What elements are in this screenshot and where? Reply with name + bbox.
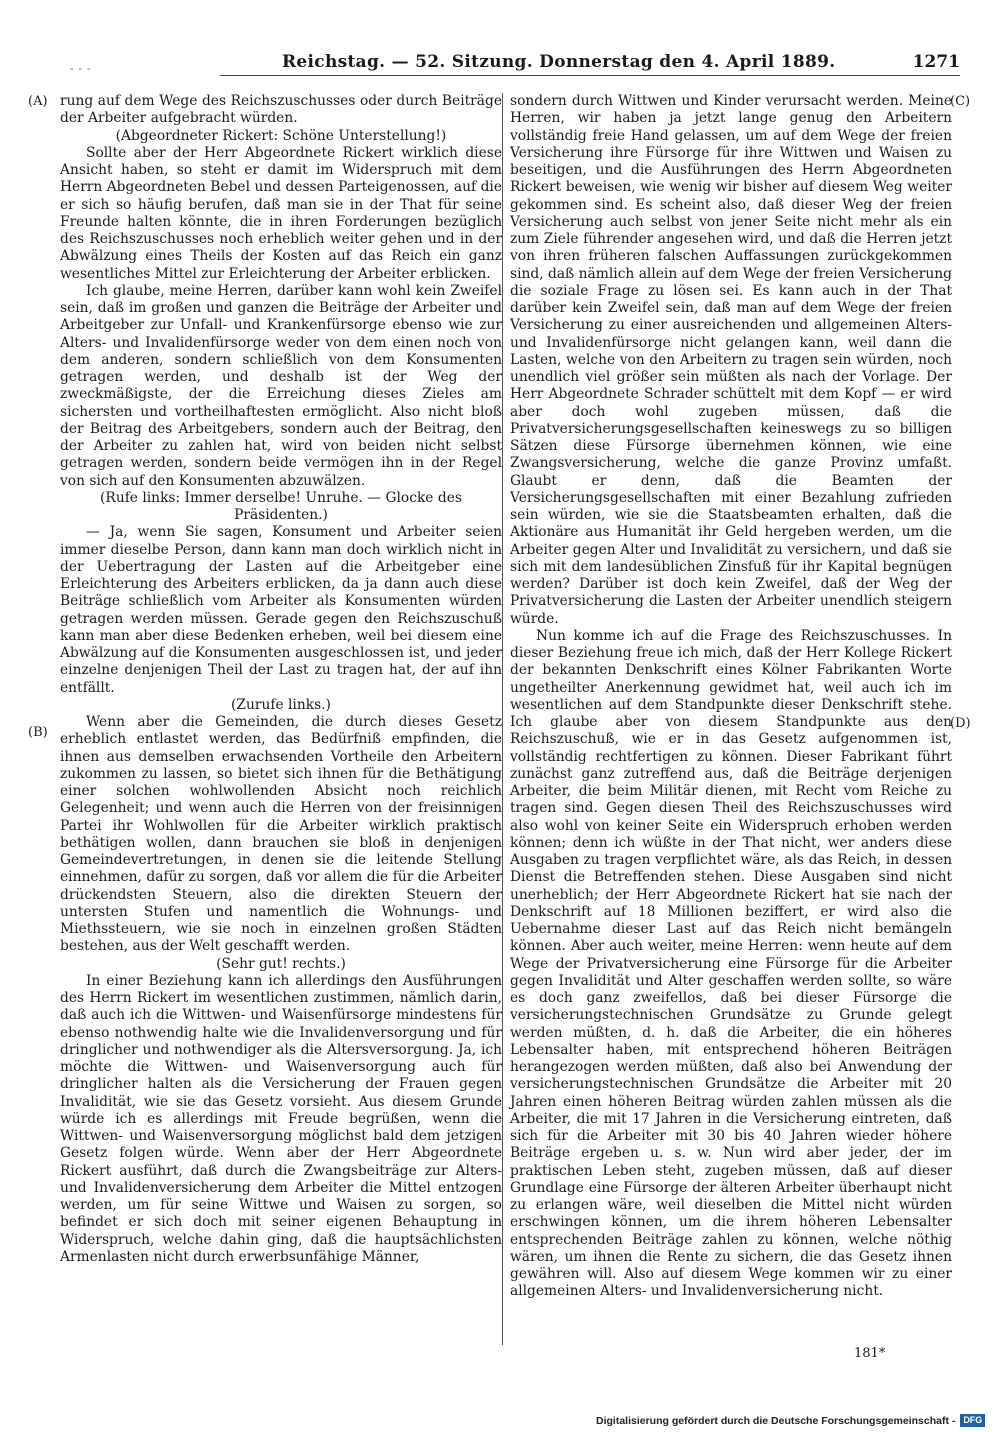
paragraph: sondern durch Wittwen und Kinder verursacht werden. Meine Herren, wir haben ja jetzt lange genug den Arbeitern vollständig freie Hand gelassen, um auf dem Wege der freien Versicherung ihre Fürsorge für ihre Wittwen und Waisen zu beseitigen, und die Ausführungen des Herrn Abgeordneten Rickert beweisen, wie wenig wir bisher auf diesem Weg weiter gekommen sind. Es scheint also, daß dieser Weg der freien Versicherung auch selbst von jener Seite nicht mehr als ein zum Ziele führender angesehen wird, und daß die Herren jetzt von ihren früheren falschen Auffassungen zurückgekommen sind, daß nämlich allein auf dem Wege der freien Versicherung die soziale Frage zu lösen sei. Es kann auch in der That darüber kein Zweifel sein, daß man auf dem Wege der freien Versicherung zu einer ausreichenden und allgemeinen Alters- und Invalidenfürsorge nicht gelangen kann, weil dann die Lasten, welche von den Arbeitern zu tragen sein würden, noch unendlich viel größer sein müßten als nach der Vorlage. Der Herr Abgeordnete Schrader schüttelt mit dem Kopf — er wird aber doch wohl zugeben müssen, daß die Privatversicherungsgesellschaften keineswegs zu so billigen Sätzen diese Fürsorge übernehmen können, wie eine Zwangsversicherung, welche die ganze Provinz umfaßt. Glaubt er denn, daß die Beamten der Versicherungsgesellschaften mit einer Bezahlung zufrieden sein würden, wie sie die Staatsbeamten erhalten, daß die Aktionäre aus Humanität ihr Geld hergeben werden, um die Arbeiter gegen Alter und Invalidität zu versichern, und daß sie sich mit dem landesüblichen Zinsfuß für ihr Kapital begnügen werden? Darüber ist doch kein Zweifel, daß der Weg der Privatversicherung die Lasten der Arbeiter unendlich steigern würde. [510,93,952,627]
dfg-logo: DFG [960,1414,985,1427]
interjection: (Abgeordneter Rickert: Schöne Unterstellung!) [115,127,447,144]
margin-marker-b: (B) [28,725,48,740]
paragraph: Wenn aber die Gemeinden, die durch dieses Gesetz erheblich entlastet werden, das Bedürfniß empfinden, die ihnen aus demselben erwachsenden Vortheile den Arbeitern zukommen zu lassen, so bietet sich ihnen für die Bethätigung einer solchen wohlwollenden Absicht noch reichlich Gelegenheit; und wenn auch die Herren von der freisinnigen Partei ihr Wohlwollen für die Arbeiter wirklich praktisch bethätigen wollen, dann brauchen sie bloß in denjenigen Gemeindevertretungen, in denen sie die leitende Stellung einnehmen, dafür zu sorgen, daß vor allem die für die Arbeiter drückendsten Steuern, also die direkten Steuern der untersten Stufen und namentlich die Wohnungs- und Miethssteuern, wie sie noch in einzelnen großen Städten bestehen, aus der Welt geschafft werden. [60,714,502,955]
right-column [510,93,952,1301]
paragraph: Nun komme ich auf die Frage des Reichszuschusses. In dieser Beziehung freue ich mich, daß der Herr Kollege Rickert der bekannten Denkschrift eines Kölner Fabrikanten Worte ungetheilter Anerkennung gewidmet hat, weil auch ich im wesentlichen auf dem Standpunkte dieser Denkschrift stehe. Ich glaube aber von diesem Standpunkte aus den Reichszuschuß, wie er in das Gesetz aufgenommen ist, vollständig rechtfertigen zu können. Dieser Fabrikant führt zunächst ganz zutreffend aus, daß die Beiträge derjenigen Arbeiter, die beim Militär dienen, mit Recht vom Reiche zu tragen sind. Gegen diesen Theil des Reichszuschusses wird also wohl von keiner Seite ein Widerspruch erhoben werden können; denn ich wüßte in der That nicht, wer anders diese Ausgaben zu tragen verpflichtet wäre, als das Reich, in dessen Dienst die Betreffenden stehen. Diese Ausgaben sind nicht unerheblich; der Herr Abgeordnete Rickert hat sie nach der Denkschrift auf 18 Millionen beziffert, er wird also die Uebernahme dieser Last auf das Reich nicht bemängeln können. Aber auch weiter, meine Herren: wenn heute auf dem Wege der Privatversicherung eine Fürsorge für die Arbeiter gegen Invalidität und Alter geschaffen werden sollte, so wäre es doch ganz zweifellos, daß bei dieser Fürsorge die versicherungstechnischen Grundsätze zu Grunde gelegt werden müßten, d. h. daß die Arbeiter, die ein höheres Lebensalter haben, mit entsprechend höheren Beiträgen herangezogen werden müßten, daß also bei Anwendung der versicherungstechnischen Grundsätze die Arbeiter mit 20 Jahren einen höheren Beitrag würden zahlen müssen als die Arbeiter, die mit 17 Jahren in die Versicherung eintreten, daß sich für die Arbeiter mit 30 bis 40 Jahren wieder höhere Beiträge ergeben u. s. w. Nun wird aber jeder, der im praktischen Leben steht, zugeben müssen, daß auf dieser Grundlage eine Fürsorge der älteren Arbeiter überhaupt nicht zu erlangen wäre, weil dieselben die Mittel nicht würden erschwingen können, um die ihrem höheren Lebensalter entsprechenden Beiträge zahlen zu können, welche nöthig wären, um ihnen die Rente zu sichern, die das Gesetz ihnen gewähren will. Also auf diesem Wege kommen wir zu einer allgemeinen Alters- und Invalidenversicherung nicht. [510,627,952,1300]
header-title: Reichstag. — 52. Sitzung. Donnerstag den 4. April 1889. [282,52,836,72]
paragraph: — Ja, wenn Sie sagen, Konsument und Arbeiter seien immer dieselbe Person, dann kann man doch wirklich nicht in der Uebertragung der Lasten auf die Arbeitgeber eine Erleichterung des Arbeiters erblicken, da ja dann auch diese Beiträge schließlich vom Arbeiter als Konsumenten würden getragen werden müssen. Gerade gegen den Reichszuschuß kann man aber diese Bedenken erheben, weil bei diesem eine Abwälzung auf die Konsumenten ausgeschlossen ist, und jeder einzelne denjenigen Theil der Last zu tragen hat, der auf ihn entfällt. [60,524,502,696]
signature-mark: 181* [854,1346,886,1361]
paragraph: In einer Beziehung kann ich allerdings den Ausführungen des Herrn Rickert im wesentlichen zustimmen, nämlich darin, daß auch ich die Wittwen- und Waisenfürsorge mindestens für ebenso nothwendig halte wie die Invalidenversorgung und für dringlicher und nothwendiger als die Altersversorgung. Ja, ich möchte die Wittwen- und Waisenversorgung auch für dringlicher halten als die Versicherung der Frauen gegen Invalidität, wie sie das Gesetz vorsieht. Aus diesem Grunde würde ich es allerdings mit Freude begrüßen, wenn die Wittwen- und Waisenversorgung möglichst bald dem jetzigen Gesetz folgen würde. Wenn aber der Herr Abgeordnete Rickert ausführt, daß durch die Zwangsbeiträge zur Alters- und Invalidenversicherung dem Arbeiter die Mittel entzogen werden, um für seine Wittwe und Waisen zu sorgen, so befindet er sich doch mit seiner eigenen Behauptung in Widerspruch, welche dahin ging, daß die hauptsächlichsten Armenlasten nicht durch erwerbsunfähige Männer, [60,972,502,1265]
header-rule [220,75,960,76]
footer [596,1414,996,1432]
paragraph: Sollte aber der Herr Abgeordnete Rickert wirklich diese Ansicht haben, so steht er damit im Widerspruch mit dem Herrn Abgeordneten Bebel und dessen Parteigenossen, auf die er sich so häufig berufen, daß man sie in der That für seine Freunde halten könnte, die in ihren Forderungen bezüglich des Reichszuschusses noch erheblich weiter gehen und in der Abwälzung eines Theils der Kosten auf das Reich ein ganz wesentliches Mittel zur Erleichterung der Arbeiter erblicken. [60,144,502,282]
margin-marker-c: (C) [950,94,971,109]
footer-text: Digitalisierung gefördert durch die Deutsche Forschungsgemeinschaft - [596,1415,956,1427]
column-divider [502,93,503,1345]
paragraph: Ich glaube, meine Herren, darüber kann wohl kein Zweifel sein, daß im großen und ganzen die Beiträge der Arbeiter und Arbeitgeber zur Unfall- und Krankenfürsorge ebenso wie zur Alters- und Invalidenfürsorge weder von dem einen noch von dem anderen, sondern schließlich von dem Konsumenten getragen werden, und deshalb ist der Weg der zweckmäßigste, der die Erreichung dieses Zieles am sichersten und vortheilhaftesten ermöglicht. Also nicht bloß der Beitrag des Arbeitgebers, sondern auch der Beitrag, den der Arbeiter zu zahlen hat, wird von beiden nicht selbst getragen werden, sondern beide vermögen ihn in der Regel von sich auf den Konsumenten abzuwälzen. [60,282,502,489]
interjection: (Zurufe links.) [231,696,331,713]
paragraph: rung auf dem Wege des Reichszuschusses oder durch Beiträge der Arbeiter aufgebracht würden. [60,93,502,127]
interjection: (Sehr gut! rechts.) [216,955,346,972]
interjection: (Rufe links: Immer derselbe! Unruhe. — Glocke des Präsidenten.) [100,489,462,523]
page-header [70,50,960,78]
left-column [60,93,502,1266]
margin-marker-a: (A) [28,94,48,109]
page-number: 1271 [912,52,960,72]
margin-marker-d: (D) [950,716,971,731]
header-mark: - - - [70,64,92,75]
